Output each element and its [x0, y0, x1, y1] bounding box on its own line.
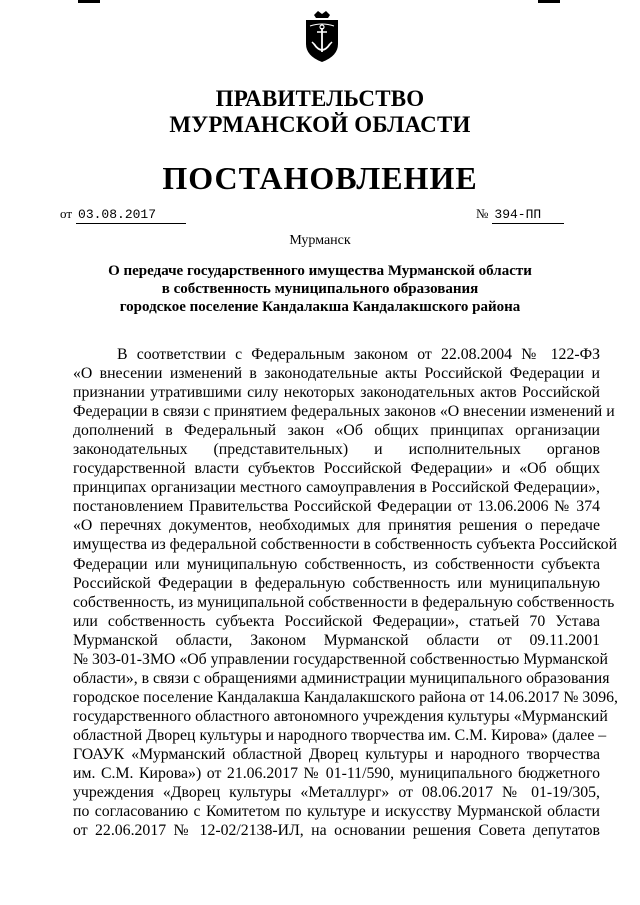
body-line: признании утратившими силу некоторых законодательных актов Российской [73, 384, 600, 402]
body-line: государственной власти субъектов Российской Федерации» и «Об общих [73, 460, 600, 478]
body-line: имущества из федеральной собственности в собственность субъекта Российской [73, 536, 618, 554]
body-line: городское поселение Кандалакша Кандалакшского района от 14.06.2017 № 3096, [73, 688, 618, 706]
body-line: Федерации или муниципальную собственность, из собственности субъекта [73, 555, 600, 573]
subject-line-3: городское поселение Кандалакша Кандалакшского района [119, 299, 521, 315]
body-paragraph [73, 345, 618, 840]
body-line: Мурманской области, Законом Мурманской области от 09.11.2001 [73, 631, 600, 649]
body-line: № 303-01-ЗМО «Об управлении государственной собственностью Мурманской [73, 650, 609, 668]
body-line: дополнений в Федеральный закон «Об общих принципах организации [73, 422, 600, 440]
coat-of-arms-icon [302, 10, 342, 64]
body-line: В соответствии с Федеральным законом от 22.08.2004 № 122-ФЗ [117, 346, 600, 363]
document-number [476, 206, 564, 224]
date-prefix: от [60, 206, 73, 221]
number-value: 394-ПП [492, 207, 564, 224]
document-date [60, 206, 186, 224]
document-subject [80, 262, 560, 316]
body-line: собственность, из муниципальной собственности в федеральную собственность [73, 593, 615, 611]
body-line: областной Дворец культуры и народного творчества им. С.М. Кирова» (далее – [73, 726, 607, 744]
body-line: государственного областного автономного учреждения культуры «Мурманский [73, 707, 608, 725]
body-line: учреждения «Дворец культуры «Металлург» от 08.06.2017 № 01-19/305, [73, 784, 600, 802]
body-line: Российской Федерации в федеральную собственность или муниципальную [73, 574, 600, 592]
city-name: Мурманск [289, 233, 351, 248]
body-line: или собственность субъекта Российской Федерации», статьей 70 Устава [73, 612, 600, 630]
number-prefix: № [476, 206, 489, 221]
top-edge-mark-left [78, 0, 100, 3]
organization-line-2: МУРМАНСКОЙ ОБЛАСТИ [169, 112, 471, 137]
body-line: от 22.06.2017 № 12-02/2138-ИЛ, на основании решения Совета депутатов [73, 822, 600, 840]
top-edge-mark-right [538, 0, 560, 3]
body-line: «О внесении изменений в законодательные акты Российской Федерации и [73, 365, 600, 383]
body-line: принципах организации местного самоуправления в Российской Федерации», [73, 479, 600, 497]
date-value: 03.08.2017 [76, 207, 186, 224]
organization-name [0, 86, 640, 138]
organization-line-1: ПРАВИТЕЛЬСТВО [215, 86, 425, 111]
body-line: ГОАУК «Мурманский областной Дворец культуры и народного творчества [73, 745, 600, 763]
subject-line-2: в собственность муниципального образования [161, 281, 479, 297]
body-line: «О перечнях документов, необходимых для принятия решения о передаче [73, 517, 600, 535]
document-type-title: ПОСТАНОВЛЕНИЕ [162, 160, 478, 196]
body-line: законодательных (представительных) и исполнительных органов [73, 441, 600, 459]
body-line: им. С.М. Кирова») от 21.06.2017 № 01-11/590, муниципального бюджетного [73, 765, 600, 783]
body-line: по согласованию с Комитетом по культуре и искусству Мурманской области [73, 803, 600, 821]
body-line: постановлением Правительства Российской Федерации от 13.06.2006 № 374 [73, 498, 600, 516]
subject-line-1: О передаче государственного имущества Мурманской области [108, 263, 532, 279]
body-line: области», в связи с обращениями администрации муниципального образования [73, 669, 610, 687]
body-line: Федерации в связи с принятием федеральных законов «О внесении изменений и [73, 403, 615, 421]
